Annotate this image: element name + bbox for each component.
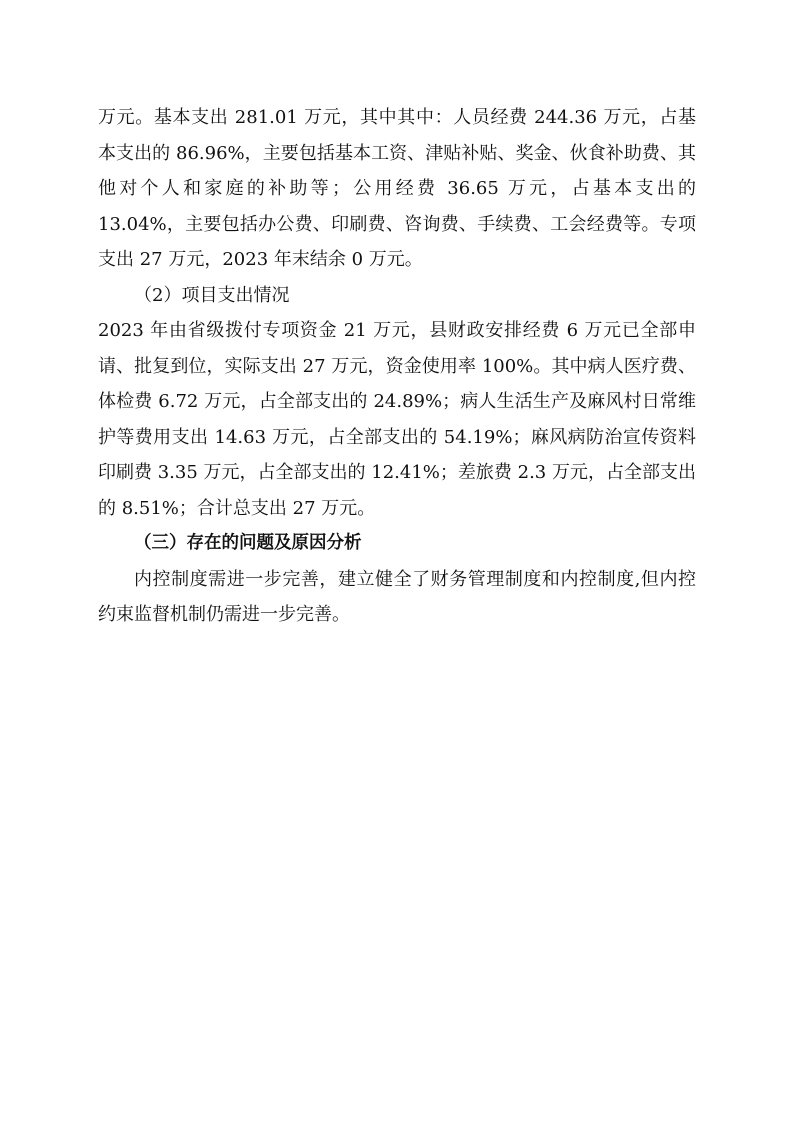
problems-analysis-heading: （三）存在的问题及原因分析 xyxy=(134,533,362,553)
project-expenditure-subheading: （2）项目支出情况 xyxy=(134,284,290,306)
basic-expenditure-paragraph: 万元。基本支出 281.01 万元，其中其中：人员经费 244.36 万元，占基本支出的 86.96%，主要包括基本工资、津贴补贴、奖金、伙食补助费、其他对个人和家庭的补助等；公用经费 36.65 万元，占基本支出的 13.04%，主要包括办公费、印刷费、咨询费、手续费、工会经费等。专项支出 27 万元，2023 年末结余 0 万元。 xyxy=(98,107,696,270)
project-expenditure-paragraph: 2023 年由省级拨付专项资金 21 万元，县财政安排经费 6 万元已全部申请、批复到位，实际支出 27 万元，资金使用率 100%。其中病人医疗费、体检费 6.72 万元，占全部支出的 24.89%；病人生活生产及麻风村日常维护等费用支出 14.63 万元，占全部支出的 54.19%；麻风病防治宣传资料印刷费 3.35 万元，占全部支出的 12.41%；差旅费 2.3 万元，占全部支出的 8.51%；合计总支出 27 万元。 xyxy=(98,320,696,519)
internal-control-paragraph: 内控制度需进一步完善，建立健全了财务管理制度和内控制度,但内控约束监督机制仍需进一步完善。 xyxy=(98,568,696,625)
document-body xyxy=(98,100,696,633)
